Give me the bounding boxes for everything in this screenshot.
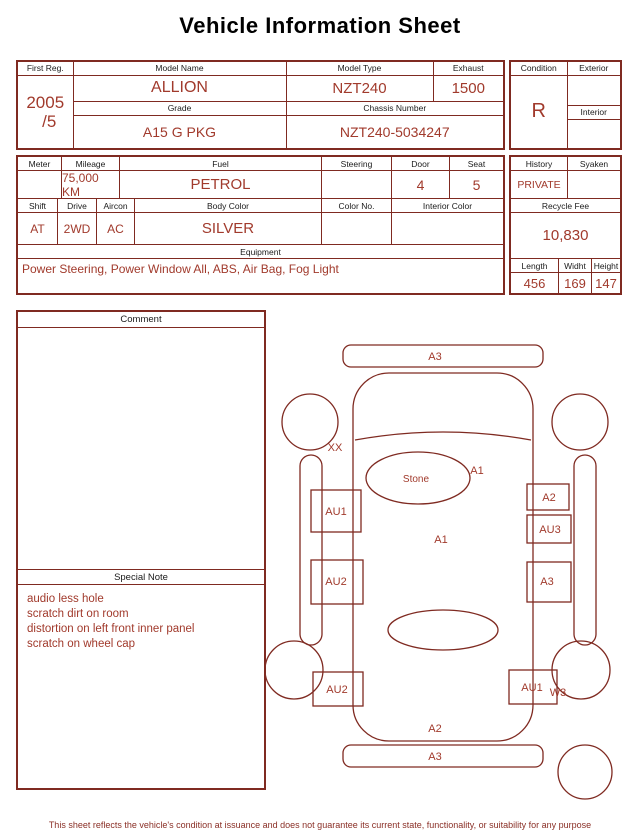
exterior-label: Exterior bbox=[567, 61, 621, 75]
special-note-item: audio less hole bbox=[27, 593, 104, 605]
interior-label: Interior bbox=[567, 105, 621, 119]
rear-bumper-shape bbox=[343, 745, 543, 767]
shift-label: Shift bbox=[18, 199, 58, 212]
registration-table bbox=[16, 60, 505, 150]
trunk-label: A2 bbox=[428, 723, 442, 735]
interior-color-label: Interior Color bbox=[422, 200, 473, 211]
special-note-item: scratch on wheel cap bbox=[27, 638, 136, 650]
roof-label: A1 bbox=[434, 534, 448, 546]
body-color-value: SILVER bbox=[135, 213, 322, 244]
left-sill-shape bbox=[300, 455, 322, 645]
hood-line bbox=[355, 432, 531, 440]
spare-wheel bbox=[558, 745, 612, 799]
recycle-fee-value: 10,830 bbox=[542, 227, 589, 244]
right-front-fender-label: A2 bbox=[542, 492, 556, 504]
car-damage-diagram bbox=[264, 312, 632, 808]
first-reg-value bbox=[17, 75, 73, 149]
right-sill-shape bbox=[574, 455, 596, 645]
front-bumper-label: A3 bbox=[428, 351, 442, 363]
details-value-row-2 bbox=[18, 213, 503, 245]
color-no-label: Color No. bbox=[322, 199, 392, 212]
equipment-header-row bbox=[18, 245, 503, 259]
exhaust-label: Exhaust bbox=[433, 61, 504, 75]
first-reg-month: /5 bbox=[42, 111, 57, 131]
model-type-value: NZT240 bbox=[286, 75, 433, 101]
right-front-door-label: AU3 bbox=[539, 524, 561, 536]
steering-value bbox=[322, 171, 392, 198]
syaken-label: Syaken bbox=[579, 158, 609, 169]
steering-label: Steering bbox=[322, 157, 392, 170]
left-front-area-label: XX bbox=[327, 442, 343, 454]
model-name-label: Model Name bbox=[73, 61, 286, 75]
details-value-row-1 bbox=[18, 171, 503, 199]
footer-disclaimer: This sheet reflects the vehicle's condition at issuance and does not guarantee its current state, functionality, or suitability for any purpose bbox=[48, 820, 592, 830]
condition-table bbox=[509, 60, 622, 150]
rear-window-shape bbox=[388, 610, 498, 650]
length-value: 456 bbox=[511, 273, 559, 293]
special-note-item: distortion on left front inner panel bbox=[27, 623, 195, 635]
equipment-value: Power Steering, Power Window All, ABS, Air Bag, Fog Light bbox=[22, 262, 339, 276]
fuel-label: Fuel bbox=[120, 157, 322, 170]
left-rear-fender-label: AU2 bbox=[326, 684, 348, 696]
special-note-header: Special Note bbox=[18, 569, 264, 585]
equipment-value-row bbox=[18, 259, 503, 293]
fuel-value: PETROL bbox=[120, 171, 322, 198]
interior-value bbox=[567, 119, 621, 149]
first-reg-year: 2005 bbox=[26, 92, 65, 112]
color-no-value bbox=[322, 213, 392, 244]
seat-value: 5 bbox=[472, 176, 481, 193]
history-value: PRIVATE bbox=[511, 171, 568, 198]
condition-value: R bbox=[510, 75, 567, 149]
windshield-label: Stone bbox=[402, 474, 430, 485]
special-note-list bbox=[18, 585, 264, 788]
equipment-label: Equipment bbox=[240, 246, 281, 257]
dimensions-value-row bbox=[511, 273, 620, 293]
right-rear-fender-label: AU1 bbox=[521, 682, 543, 694]
comment-box bbox=[16, 310, 266, 790]
width-value: 169 bbox=[559, 273, 592, 293]
dimensions-header-row bbox=[511, 259, 620, 273]
mileage-value: 75,000 KM bbox=[62, 171, 120, 198]
seat-label: Seat bbox=[467, 158, 486, 169]
aircon-label: Aircon bbox=[97, 199, 135, 212]
page-title: Vehicle Information Sheet bbox=[179, 13, 461, 38]
rear-left-wheel bbox=[265, 641, 323, 699]
door-value: 4 bbox=[392, 171, 450, 198]
details-table bbox=[16, 155, 505, 295]
model-type-label: Model Type bbox=[286, 61, 433, 75]
comment-area bbox=[18, 328, 264, 569]
syaken-value bbox=[568, 171, 620, 198]
recycle-fee-value-row bbox=[511, 213, 620, 259]
recycle-fee-label: Recycle Fee bbox=[541, 200, 590, 211]
right-rear-door-label: A3 bbox=[540, 576, 554, 588]
chassis-number-label: Chassis Number bbox=[286, 101, 504, 115]
left-rear-door-label: AU2 bbox=[325, 576, 347, 588]
mileage-label: Mileage bbox=[62, 157, 120, 170]
door-label: Door bbox=[392, 157, 450, 170]
chassis-number-value: NZT240-5034247 bbox=[286, 115, 504, 149]
recycle-fee-header-row bbox=[511, 199, 620, 213]
details-header-row-2 bbox=[18, 199, 503, 213]
first-reg-label: First Reg. bbox=[17, 61, 73, 75]
right-front-pillar-label: A1 bbox=[470, 465, 484, 477]
width-label: Widht bbox=[559, 259, 592, 272]
car-body-outline bbox=[353, 373, 533, 741]
special-note-item: scratch dirt on room bbox=[27, 608, 129, 620]
drive-label: Drive bbox=[58, 199, 97, 212]
history-value-row bbox=[511, 171, 620, 199]
length-label: Length bbox=[511, 259, 559, 272]
history-header-row bbox=[511, 157, 620, 171]
grade-label: Grade bbox=[73, 101, 286, 115]
aircon-value: AC bbox=[97, 213, 135, 244]
drive-value: 2WD bbox=[58, 213, 97, 244]
model-name-value: ALLION bbox=[73, 75, 286, 101]
exhaust-value: 1500 bbox=[433, 75, 504, 101]
meter-value bbox=[18, 171, 62, 198]
meter-label: Meter bbox=[18, 157, 62, 170]
body-color-label: Body Color bbox=[135, 199, 322, 212]
comment-header: Comment bbox=[18, 312, 264, 328]
height-label: Height bbox=[593, 260, 619, 271]
grade-value: A15 G PKG bbox=[73, 115, 286, 149]
interior-color-value bbox=[392, 213, 503, 244]
rear-bumper-label: A3 bbox=[428, 751, 442, 763]
condition-label: Condition bbox=[510, 61, 567, 75]
front-right-wheel bbox=[552, 394, 608, 450]
left-front-door-label: AU1 bbox=[325, 506, 347, 518]
history-fee-table bbox=[509, 155, 622, 295]
history-label: History bbox=[511, 157, 568, 170]
height-value: 147 bbox=[595, 275, 617, 291]
right-rear-wheel-mark-label: W3 bbox=[549, 687, 567, 699]
shift-value: AT bbox=[18, 213, 58, 244]
front-bumper-shape bbox=[343, 345, 543, 367]
details-header-row-1 bbox=[18, 157, 503, 171]
exterior-value bbox=[567, 75, 621, 105]
